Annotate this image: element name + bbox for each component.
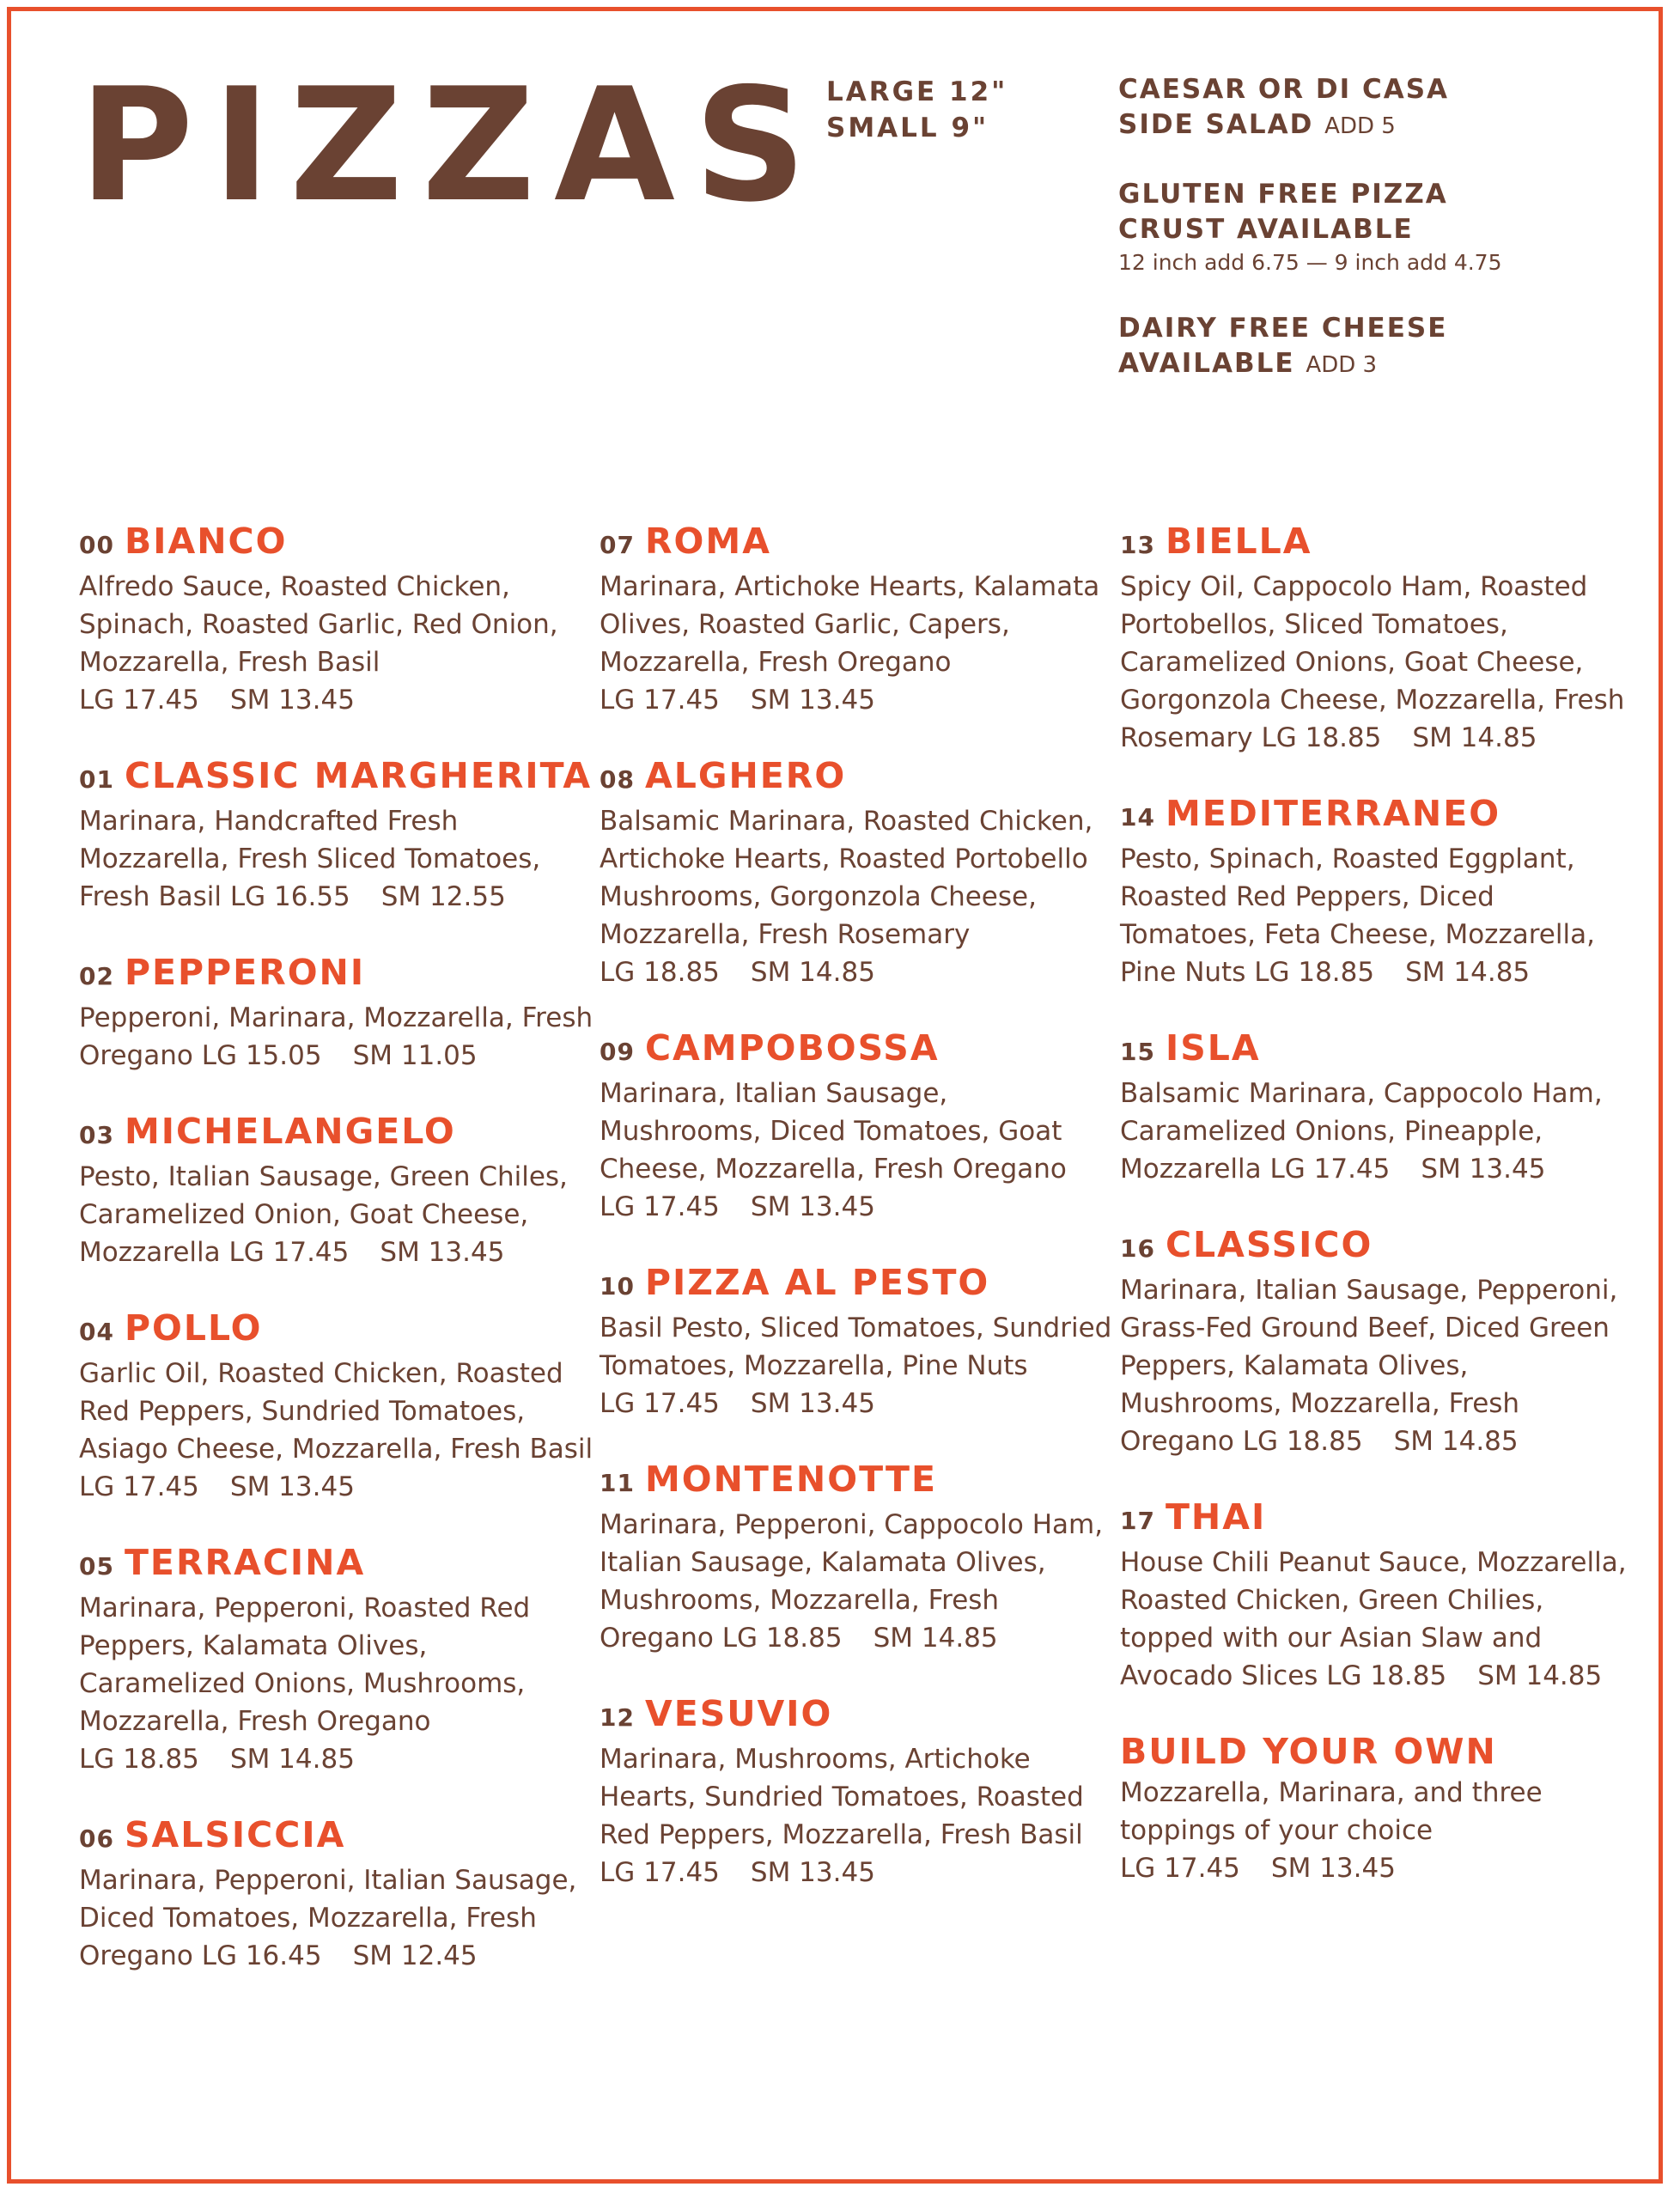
price-small: SM 14.85 — [873, 1623, 998, 1654]
price-large: LG 16.45 — [201, 1940, 322, 1971]
price-small: SM 13.45 — [750, 685, 875, 716]
menu-item — [600, 1457, 1115, 1657]
item-name: MEDITERRANEO — [1165, 793, 1501, 834]
menu-item — [79, 1540, 594, 1778]
item-price — [1269, 1154, 1545, 1185]
item-description: Pesto, Italian Sausage, Green Chiles, Caramelized Onion, Goat Cheese, Mozzarella LG 17.45 SM 13.45 — [79, 1161, 568, 1268]
item-name: BIELLA — [1165, 521, 1312, 562]
item-price — [228, 1237, 504, 1268]
price-large: LG 18.85 — [79, 1744, 199, 1775]
item-name: MONTENOTTE — [644, 1459, 937, 1500]
item-price — [79, 1471, 355, 1502]
price-large: LG 15.05 — [201, 1040, 322, 1071]
price-large: LG 18.85 — [1261, 722, 1382, 753]
item-price — [1243, 1426, 1519, 1457]
price-large: LG 17.45 — [600, 1857, 720, 1888]
size-small: SMALL 9" — [826, 113, 989, 143]
item-number: 10 — [600, 1272, 635, 1301]
item-name: TERRACINA — [124, 1542, 366, 1583]
item-heading — [600, 1457, 1115, 1506]
item-price — [202, 1940, 478, 1971]
item-heading — [600, 1691, 1115, 1740]
item-name: VESUVIO — [644, 1693, 833, 1734]
item-name: PIZZA AL PESTO — [644, 1262, 990, 1303]
menu-item — [600, 1026, 1115, 1226]
item-description: Basil Pesto, Sliced Tomatoes, Sundried Tomatoes, Mozzarella, Pine Nuts LG 17.45 SM 13.45 — [600, 1313, 1112, 1419]
item-heading — [600, 1026, 1115, 1075]
item-heading — [79, 1812, 594, 1861]
item-heading — [79, 753, 594, 802]
item-name: ALGHERO — [644, 755, 847, 796]
item-description: Balsamic Marinara, Roasted Chicken, Artichoke Hearts, Roasted Portobello Mushrooms, Gorgonzola Cheese, Mozzarella, Fresh Rosemary LG 18.85 SM 14.85 — [600, 806, 1093, 988]
item-number: 06 — [79, 1824, 114, 1853]
item-heading — [1120, 1495, 1635, 1544]
menu-item — [600, 1691, 1115, 1891]
item-number: 00 — [79, 531, 114, 559]
price-small: SM 11.05 — [352, 1040, 478, 1071]
item-price — [230, 881, 506, 912]
price-small: SM 13.45 — [750, 1191, 875, 1222]
item-description: Marinara, Handcrafted Fresh Mozzarella, Fresh Sliced Tomatoes, Fresh Basil LG 16.55 SM 12.55 — [79, 806, 541, 912]
item-number: 12 — [600, 1703, 635, 1732]
item-name: ROMA — [644, 521, 771, 562]
item-price — [79, 685, 355, 716]
price-large: LG 17.45 — [600, 1388, 720, 1419]
item-price — [722, 1623, 998, 1654]
item-number: 13 — [1120, 531, 1155, 559]
price-large: LG 18.85 — [600, 957, 720, 988]
price-small: SM 13.45 — [380, 1237, 505, 1268]
item-heading — [79, 519, 594, 568]
price-small: SM 13.45 — [750, 1388, 875, 1419]
item-description: Marinara, Pepperoni, Cappocolo Ham, Italian Sausage, Kalamata Olives, Mushrooms, Mozzarella, Fresh Oregano LG 18.85 SM 14.85 — [600, 1509, 1104, 1654]
item-description: Pesto, Spinach, Roasted Eggplant, Roasted Red Peppers, Diced Tomatoes, Feta Cheese, Mozzarella, Pine Nuts LG 18.85 SM 14.85 — [1120, 844, 1595, 988]
item-name: CLASSIC MARGHERITA — [124, 755, 593, 796]
item-name: CAMPOBOSSA — [644, 1027, 940, 1069]
item-number: 03 — [79, 1121, 114, 1149]
item-heading — [1120, 791, 1635, 840]
salad-note: CAESAR OR DI CASA SIDE SALAD ADD 5 — [1118, 74, 1450, 140]
item-number: 08 — [600, 765, 635, 794]
price-small: SM 13.45 — [229, 685, 355, 716]
menu-item — [79, 519, 594, 719]
menu-item — [1120, 1222, 1635, 1460]
item-name: BIANCO — [124, 521, 288, 562]
item-number: 07 — [600, 531, 635, 559]
menu-column-3 — [1120, 519, 1635, 1922]
price-large: LG 17.45 — [79, 1471, 199, 1502]
menu-item — [1120, 1495, 1635, 1695]
price-large: LG 16.55 — [229, 881, 350, 912]
item-description: Marinara, Mushrooms, Artichoke Hearts, Sundried Tomatoes, Roasted Red Peppers, Mozzarella, Fresh Basil LG 17.45 SM 13.45 — [600, 1744, 1084, 1888]
price-large: LG 17.45 — [79, 685, 199, 716]
item-price — [600, 1191, 875, 1222]
price-small: SM 14.85 — [1393, 1426, 1519, 1457]
item-price — [1261, 722, 1537, 753]
price-small: SM 14.85 — [1405, 957, 1531, 988]
price-large: LG 18.85 — [721, 1623, 843, 1654]
item-number: 01 — [79, 765, 114, 794]
menu-item — [79, 1109, 594, 1271]
item-heading — [1120, 519, 1635, 568]
item-name: SALSICCIA — [124, 1814, 346, 1855]
item-number: 05 — [79, 1552, 114, 1581]
item-heading — [1120, 1222, 1635, 1271]
item-description: Marinara, Italian Sausage, Pepperoni, Grass-Fed Ground Beef, Diced Green Peppers, Kalamata Olives, Mushrooms, Mozzarella, Fresh Oregano LG 18.85 SM 14.85 — [1120, 1275, 1618, 1457]
item-description: Alfredo Sauce, Roasted Chicken, Spinach, Roasted Garlic, Red Onion, Mozzarella, Fresh Basil LG 17.45 SM 13.45 — [79, 571, 558, 716]
item-description: Marinara, Pepperoni, Roasted Red Peppers, Kalamata Olives, Caramelized Onions, Mushrooms, Mozzarella, Fresh Oregano LG 18.85 SM 14.85 — [79, 1593, 531, 1775]
item-heading — [79, 1109, 594, 1158]
item-number: 14 — [1120, 803, 1155, 831]
price-small: SM 13.45 — [750, 1857, 875, 1888]
item-heading — [79, 950, 594, 999]
price-small: SM 14.85 — [750, 957, 875, 988]
item-number: 15 — [1120, 1038, 1155, 1066]
price-small: SM 13.45 — [229, 1471, 355, 1502]
price-small: SM 12.55 — [380, 881, 506, 912]
menu-item — [1120, 1026, 1635, 1188]
item-number: 09 — [600, 1038, 635, 1066]
price-large: LG 17.45 — [600, 1191, 720, 1222]
price-small: SM 12.45 — [352, 1940, 478, 1971]
item-heading — [79, 1540, 594, 1589]
menu-item — [79, 1306, 594, 1506]
menu-item — [600, 519, 1115, 719]
item-description: Balsamic Marinara, Cappocolo Ham, Caramelized Onions, Pineapple, Mozzarella LG 17.45 SM 13.45 — [1120, 1078, 1603, 1185]
item-name: POLLO — [124, 1307, 263, 1349]
menu-item — [1120, 1729, 1635, 1887]
item-description: Marinara, Artichoke Hearts, Kalamata Olives, Roasted Garlic, Capers, Mozzarella, Fresh Oregano LG 17.45 SM 13.45 — [600, 571, 1100, 716]
item-number: 11 — [600, 1469, 635, 1497]
item-heading — [600, 519, 1115, 568]
item-price — [202, 1040, 478, 1071]
price-large: LG 17.45 — [228, 1237, 350, 1268]
dairy-free-note: DAIRY FREE CHEESE AVAILABLE ADD 3 — [1118, 313, 1448, 379]
menu-notes — [1118, 72, 1634, 416]
item-number: 16 — [1120, 1234, 1155, 1263]
item-name: BUILD YOUR OWN — [1120, 1731, 1497, 1772]
item-name: ISLA — [1165, 1027, 1261, 1069]
price-large: LG 18.85 — [1242, 1426, 1363, 1457]
price-large: LG 17.45 — [1269, 1154, 1391, 1185]
item-description: Marinara, Pepperoni, Italian Sausage, Diced Tomatoes, Mozzarella, Fresh Oregano LG 16.45 SM 12.45 — [79, 1865, 577, 1971]
item-price — [1326, 1660, 1602, 1691]
item-heading — [1120, 1026, 1635, 1075]
page-title: PIZZAS — [79, 54, 825, 236]
item-heading — [600, 753, 1115, 802]
price-small: SM 13.45 — [1421, 1154, 1546, 1185]
menu-item — [79, 1812, 594, 1975]
size-legend — [826, 74, 1007, 146]
item-heading — [1120, 1729, 1635, 1774]
item-description: Garlic Oil, Roasted Chicken, Roasted Red Peppers, Sundried Tomatoes, Asiago Cheese, Mozzarella, Fresh Basil LG 17.45 SM 13.45 — [79, 1358, 593, 1502]
item-number: 17 — [1120, 1507, 1155, 1535]
menu-column-2 — [600, 519, 1115, 1926]
item-description: Spicy Oil, Cappocolo Ham, Roasted Portobellos, Sliced Tomatoes, Caramelized Onions, Goat Cheese, Gorgonzola Cheese, Mozzarella, Fresh Rosemary LG 18.85 SM 14.85 — [1120, 571, 1625, 753]
menu-column-1 — [79, 519, 594, 2009]
item-description: Pepperoni, Marinara, Mozzarella, Fresh Oregano LG 15.05 SM 11.05 — [79, 1002, 593, 1071]
item-heading — [79, 1306, 594, 1355]
menu-item — [1120, 791, 1635, 991]
item-heading — [600, 1260, 1115, 1309]
price-small: SM 14.85 — [1412, 722, 1537, 753]
item-price — [600, 1857, 875, 1888]
menu-item — [79, 753, 594, 916]
item-price — [1120, 1853, 1396, 1884]
item-number: 04 — [79, 1318, 114, 1346]
item-price — [1254, 957, 1530, 988]
item-price — [600, 1388, 875, 1419]
item-description: Marinara, Italian Sausage, Mushrooms, Diced Tomatoes, Goat Cheese, Mozzarella, Fresh Oregano LG 17.45 SM 13.45 — [600, 1078, 1067, 1222]
menu-item — [600, 1260, 1115, 1422]
item-name: MICHELANGELO — [124, 1111, 456, 1152]
item-number: 02 — [79, 962, 114, 990]
menu-item — [1120, 519, 1635, 757]
menu-item — [79, 950, 594, 1075]
item-price — [600, 957, 875, 988]
item-name: PEPPERONI — [124, 952, 366, 993]
price-large: LG 18.85 — [1326, 1660, 1447, 1691]
price-small: SM 14.85 — [1477, 1660, 1603, 1691]
menu-item — [600, 753, 1115, 991]
price-small: SM 13.45 — [1270, 1853, 1396, 1884]
price-small: SM 14.85 — [229, 1744, 355, 1775]
price-large: LG 18.85 — [1254, 957, 1375, 988]
price-large: LG 17.45 — [1120, 1853, 1240, 1884]
item-description: Mozzarella, Marinara, and three toppings of your choice LG 17.45 SM 13.45 — [1120, 1777, 1543, 1884]
item-price — [600, 685, 875, 716]
size-large: LARGE 12" — [826, 76, 1008, 107]
item-description: House Chili Peanut Sauce, Mozzarella, Roasted Chicken, Green Chilies, topped with our Asian Slaw and Avocado Slices LG 18.85 SM 14.85 — [1120, 1547, 1627, 1691]
gluten-free-note: GLUTEN FREE PIZZA CRUST AVAILABLE 12 inch add 6.75 — 9 inch add 4.75 — [1118, 179, 1502, 275]
price-large: LG 17.45 — [600, 685, 720, 716]
item-name: THAI — [1165, 1496, 1267, 1538]
item-price — [79, 1744, 355, 1775]
item-name: CLASSICO — [1165, 1224, 1373, 1265]
